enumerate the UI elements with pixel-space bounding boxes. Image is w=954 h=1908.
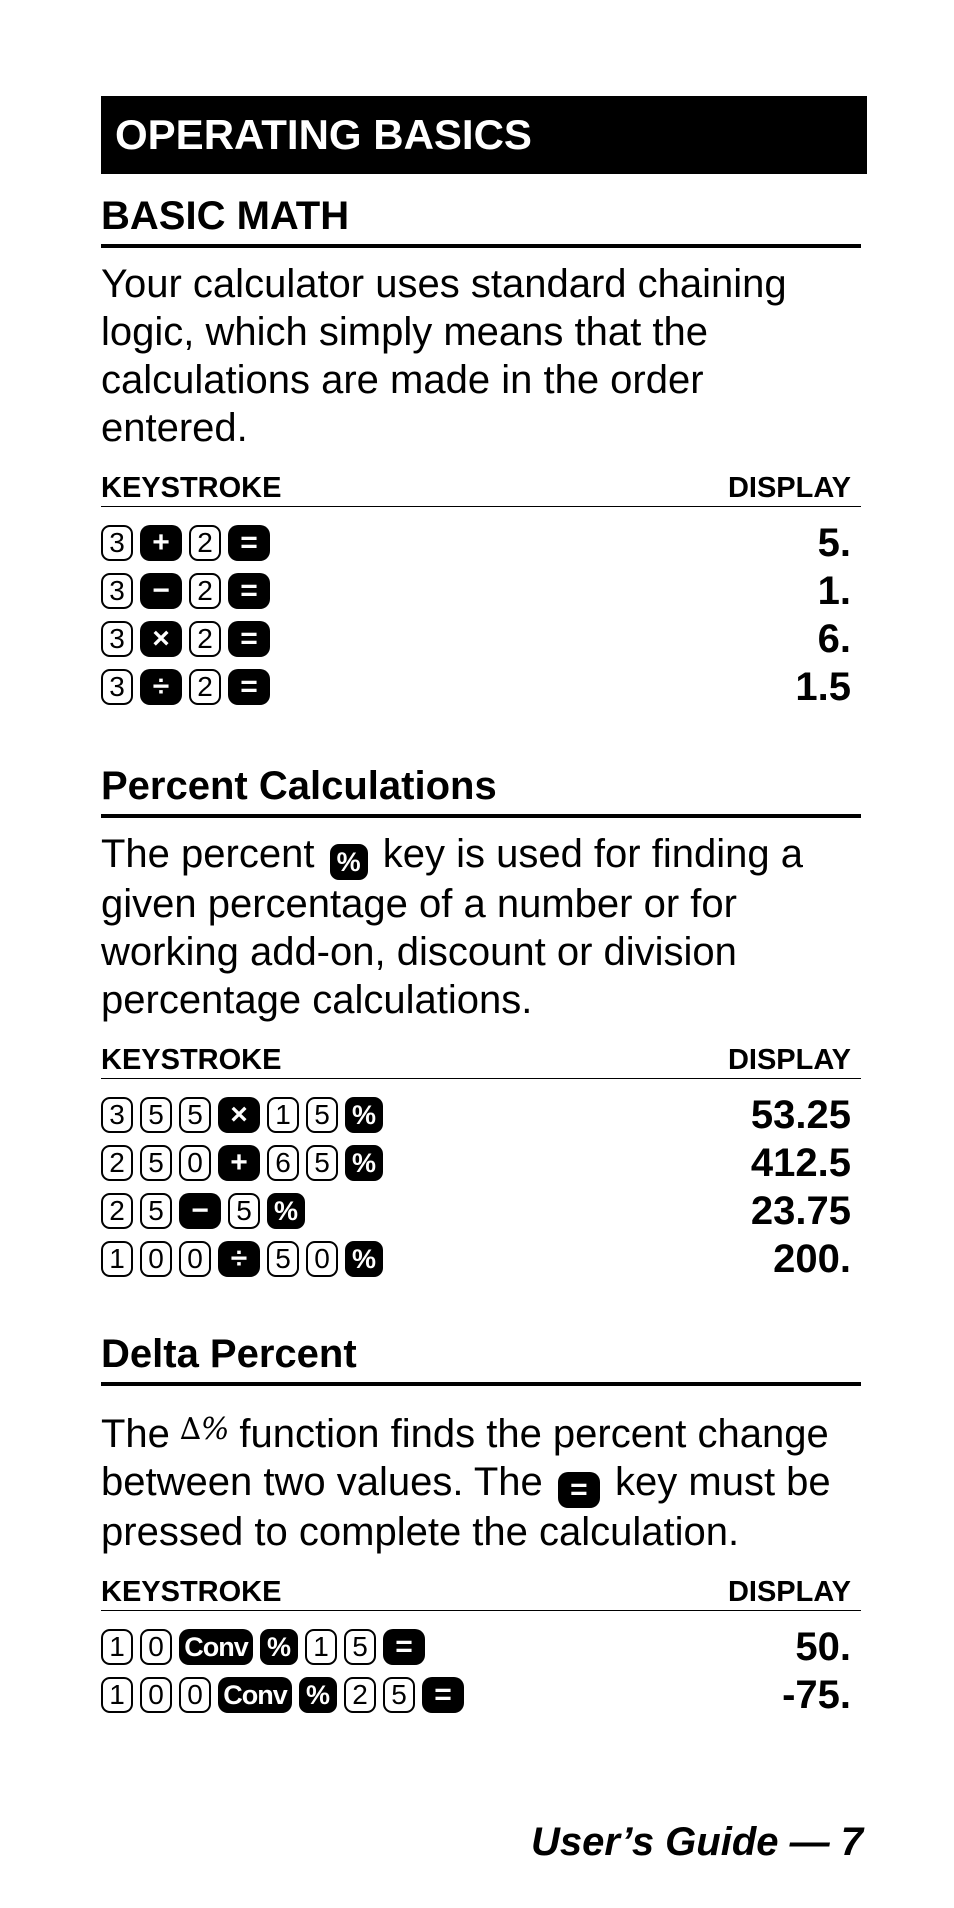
multiply-key-icon: × (140, 621, 182, 657)
keystroke-header: KEYSTROKE (101, 1044, 282, 1076)
digit-5-key-icon: 5 (140, 1193, 172, 1229)
digit-0-key-icon: 0 (140, 1629, 172, 1665)
digit-1-key-icon: 1 (101, 1629, 133, 1665)
digit-3-key-icon: 3 (101, 1097, 133, 1133)
display-value: 5. (817, 520, 851, 565)
divide-key-icon: ÷ (218, 1241, 260, 1277)
digit-2-key-icon: 2 (101, 1145, 133, 1181)
digit-2-key-icon: 2 (189, 573, 221, 609)
equals-key-icon: = (558, 1472, 600, 1508)
display-header: DISPLAY (727, 472, 851, 504)
digit-0-key-icon: 0 (179, 1145, 211, 1181)
digit-3-key-icon: 3 (101, 669, 133, 705)
percent-table-header (101, 1042, 861, 1079)
percent-key-icon: % (260, 1629, 298, 1665)
digit-2-key-icon: 2 (189, 669, 221, 705)
percent-text-after: key is used for finding a given percentage of a number or for working add-on, discount or division percentage calculations. (101, 832, 803, 1022)
digit-2-key-icon: 2 (101, 1193, 133, 1229)
keystroke-sequence (101, 1241, 383, 1277)
keystroke-sequence (101, 669, 270, 705)
percent-title: Percent Calculations (101, 762, 861, 818)
percent-key-icon: % (345, 1097, 383, 1133)
keystroke-header: KEYSTROKE (101, 472, 282, 504)
keystroke-row (101, 615, 861, 663)
digit-1-key-icon: 1 (101, 1677, 133, 1713)
display-value: 53.25 (750, 1092, 851, 1137)
basic-math-table-header (101, 470, 861, 507)
delta-text-the: The (101, 1412, 170, 1456)
section-banner: OPERATING BASICS (101, 96, 867, 174)
plus-key-icon: + (140, 525, 182, 561)
keystroke-row (101, 1091, 861, 1139)
conv-key-icon: Conv (179, 1629, 253, 1665)
percent-key-icon: % (345, 1145, 383, 1181)
minus-key-icon: − (140, 573, 182, 609)
digit-5-key-icon: 5 (306, 1145, 338, 1181)
delta-title: Delta Percent (101, 1330, 861, 1386)
display-header: DISPLAY (727, 1044, 851, 1076)
minus-key-icon: − (179, 1193, 221, 1229)
digit-5-key-icon: 5 (140, 1145, 172, 1181)
equals-key-inline (558, 1472, 600, 1508)
multiply-key-icon: × (218, 1097, 260, 1133)
equals-key-icon: = (228, 573, 270, 609)
digit-5-key-icon: 5 (383, 1677, 415, 1713)
digit-1-key-icon: 1 (267, 1097, 299, 1133)
digit-1-key-icon: 1 (101, 1241, 133, 1277)
display-value: 6. (817, 616, 851, 661)
display-header: DISPLAY (727, 1576, 851, 1608)
delta-table-header (101, 1574, 861, 1611)
digit-0-key-icon: 0 (306, 1241, 338, 1277)
keystroke-row (101, 1235, 861, 1283)
keystroke-sequence (101, 621, 270, 657)
keystroke-row (101, 1671, 861, 1719)
equals-key-icon: = (228, 669, 270, 705)
digit-0-key-icon: 0 (179, 1241, 211, 1277)
delta-section (101, 1330, 861, 1719)
digit-5-key-icon: 5 (140, 1097, 172, 1133)
digit-2-key-icon: 2 (189, 525, 221, 561)
plus-key-icon: + (218, 1145, 260, 1181)
percent-text-before: The percent (101, 832, 315, 876)
keystroke-sequence (101, 1145, 383, 1181)
digit-1-key-icon: 1 (305, 1629, 337, 1665)
keystroke-row (101, 1139, 861, 1187)
digit-0-key-icon: 0 (179, 1677, 211, 1713)
display-value: 200. (773, 1236, 851, 1281)
delta-percent-symbol: ∆% (179, 1412, 230, 1447)
display-value: 23.75 (750, 1188, 851, 1233)
keystroke-row (101, 1623, 861, 1671)
keystroke-row (101, 1187, 861, 1235)
delta-rows (101, 1623, 861, 1719)
keystroke-sequence (101, 1193, 305, 1229)
delta-text-after: key must be pressed to complete the calculation. (101, 1460, 831, 1554)
keystroke-sequence (101, 525, 270, 561)
basic-math-text: Your calculator uses standard chaining logic, which simply means that the calculations are made in the order entered. (101, 262, 787, 450)
percent-section (101, 762, 861, 1283)
digit-5-key-icon: 5 (179, 1097, 211, 1133)
keystroke-sequence (101, 1097, 383, 1133)
equals-key-icon: = (383, 1629, 425, 1665)
display-value: 412.5 (750, 1140, 851, 1185)
digit-5-key-icon: 5 (306, 1097, 338, 1133)
basic-math-title: BASIC MATH (101, 192, 861, 248)
digit-3-key-icon: 3 (101, 525, 133, 561)
keystroke-row (101, 519, 861, 567)
percent-key-icon: % (267, 1193, 305, 1229)
percent-text (101, 830, 861, 1024)
digit-3-key-icon: 3 (101, 573, 133, 609)
display-value: -75. (782, 1672, 851, 1717)
percent-rows (101, 1091, 861, 1283)
digit-0-key-icon: 0 (140, 1241, 172, 1277)
digit-5-key-icon: 5 (228, 1193, 260, 1229)
keystroke-sequence (101, 1629, 425, 1665)
display-value: 1.5 (795, 664, 851, 709)
digit-6-key-icon: 6 (267, 1145, 299, 1181)
keystroke-row (101, 663, 861, 711)
keystroke-sequence (101, 1677, 464, 1713)
equals-key-icon: = (228, 525, 270, 561)
basic-math-rows (101, 519, 861, 711)
digit-2-key-icon: 2 (189, 621, 221, 657)
equals-key-icon: = (422, 1677, 464, 1713)
percent-key-icon: % (330, 844, 368, 880)
keystroke-header: KEYSTROKE (101, 1576, 282, 1608)
digit-3-key-icon: 3 (101, 621, 133, 657)
keystroke-row (101, 567, 861, 615)
percent-key-icon: % (299, 1677, 337, 1713)
basic-math-section (101, 192, 861, 711)
display-value: 50. (795, 1624, 851, 1669)
display-value: 1. (817, 568, 851, 613)
digit-2-key-icon: 2 (344, 1677, 376, 1713)
delta-text-mid: function finds the percent change between two values. The (101, 1412, 829, 1504)
page-footer: User’s Guide — 7 (531, 1820, 863, 1864)
digit-5-key-icon: 5 (267, 1241, 299, 1277)
delta-text (101, 1406, 861, 1556)
equals-key-icon: = (228, 621, 270, 657)
digit-5-key-icon: 5 (344, 1629, 376, 1665)
digit-0-key-icon: 0 (140, 1677, 172, 1713)
percent-key-icon: % (345, 1241, 383, 1277)
keystroke-sequence (101, 573, 270, 609)
conv-key-icon: Conv (218, 1677, 292, 1713)
percent-key-inline (330, 844, 368, 880)
divide-key-icon: ÷ (140, 669, 182, 705)
